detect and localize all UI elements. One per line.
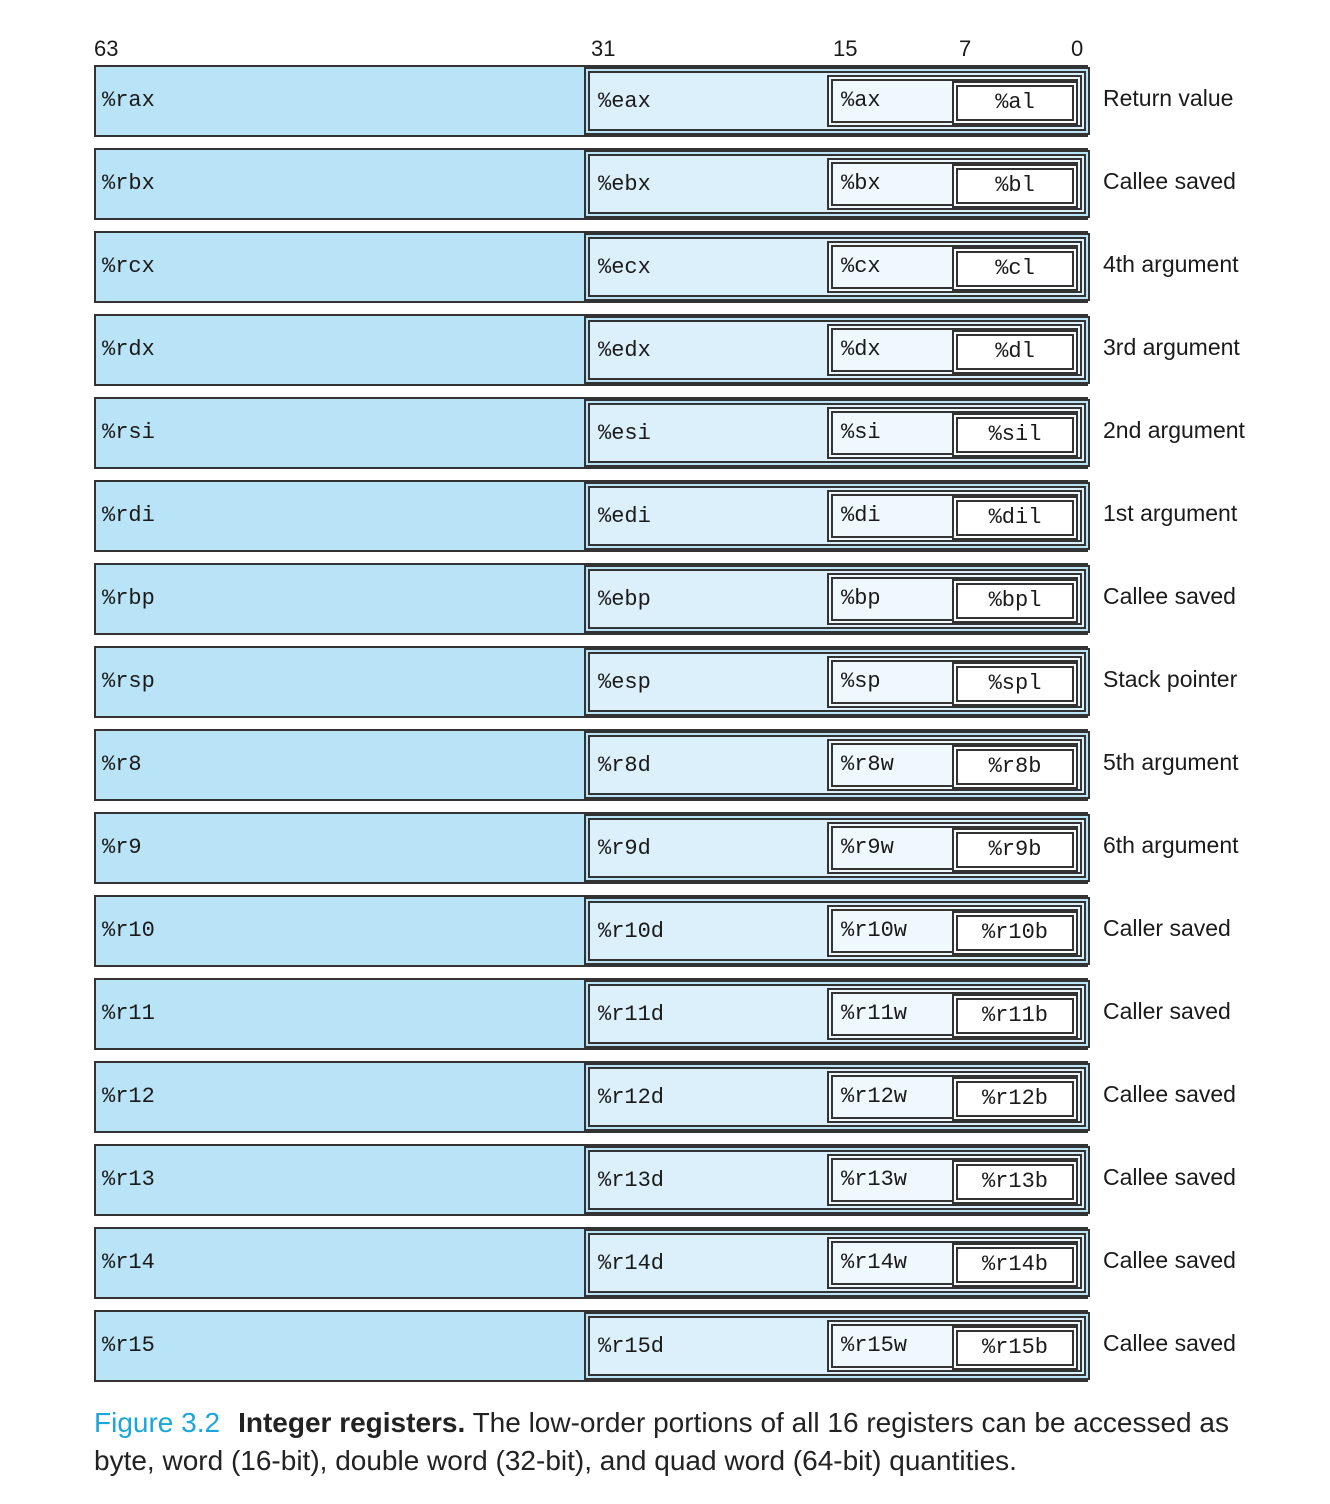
- register-usage: Callee saved: [1103, 1330, 1236, 1356]
- double-word-label: %esp: [598, 670, 651, 695]
- quad-word-label: %rcx: [102, 254, 155, 279]
- register-row: [0, 1144, 1330, 1216]
- bit-label-0: 0: [1071, 36, 1084, 61]
- byte-label: %r10b: [981, 920, 1048, 945]
- byte-label: %sil: [988, 422, 1042, 447]
- quad-word-register: [94, 646, 1088, 718]
- word-register: [831, 162, 1078, 206]
- register-usage: 6th argument: [1103, 832, 1239, 858]
- double-word-register: [588, 1067, 1086, 1127]
- register-row: [0, 646, 1330, 718]
- byte-label: %r9b: [988, 837, 1042, 862]
- register-usage: Callee saved: [1103, 1164, 1236, 1190]
- word-label: %bx: [841, 171, 881, 196]
- quad-word-label: %r10: [102, 918, 155, 943]
- double-word-register: [588, 818, 1086, 878]
- byte-register: [956, 500, 1074, 536]
- byte-label: %cl: [995, 256, 1035, 281]
- byte-register: [956, 334, 1074, 370]
- byte-register: [956, 583, 1074, 619]
- byte-label: %r8b: [988, 754, 1042, 779]
- word-label: %r13w: [841, 1167, 908, 1192]
- word-register: [831, 411, 1078, 455]
- double-word-label: %r15d: [598, 1334, 665, 1359]
- register-usage: Callee saved: [1103, 1247, 1236, 1273]
- figure-caption: [94, 1404, 1294, 1480]
- word-label: %r14w: [841, 1250, 908, 1275]
- quad-word-label: %r8: [102, 752, 142, 777]
- quad-word-label: %rdx: [102, 337, 155, 362]
- register-row: [0, 314, 1330, 386]
- quad-word-label: %rdi: [102, 503, 155, 528]
- byte-label: %al: [995, 90, 1035, 115]
- bit-label-63: 63: [94, 36, 119, 61]
- register-row: [0, 480, 1330, 552]
- register-usage: 3rd argument: [1103, 334, 1240, 360]
- register-row: [0, 729, 1330, 801]
- quad-word-register: [94, 978, 1088, 1050]
- word-label: %r11w: [841, 1001, 908, 1026]
- word-label: %ax: [841, 88, 881, 113]
- register-usage: Callee saved: [1103, 583, 1236, 609]
- register-row: [0, 1061, 1330, 1133]
- quad-word-register: [94, 895, 1088, 967]
- double-word-register: [588, 71, 1086, 131]
- byte-register: [956, 998, 1074, 1034]
- register-row: [0, 397, 1330, 469]
- quad-word-register: [94, 1144, 1088, 1216]
- double-word-label: %esi: [598, 421, 651, 446]
- byte-label: %dil: [988, 505, 1042, 530]
- double-word-label: %ebp: [598, 587, 651, 612]
- quad-word-register: [94, 729, 1088, 801]
- word-label: %cx: [841, 254, 881, 279]
- bit-label-7: 7: [959, 36, 972, 61]
- register-row: [0, 812, 1330, 884]
- double-word-label: %r9d: [598, 836, 651, 861]
- register-usage: 5th argument: [1103, 749, 1239, 775]
- byte-register: [956, 1247, 1074, 1283]
- register-row: [0, 563, 1330, 635]
- word-label: %si: [841, 420, 881, 445]
- quad-word-register: [94, 231, 1088, 303]
- register-row: [0, 148, 1330, 220]
- byte-register: [956, 1164, 1074, 1200]
- quad-word-register: [94, 65, 1088, 137]
- figure-number: Figure 3.2: [94, 1407, 221, 1438]
- word-register: [831, 992, 1078, 1036]
- bit-label-15: 15: [833, 36, 858, 61]
- word-register: [831, 328, 1078, 372]
- register-usage: 1st argument: [1103, 500, 1238, 526]
- register-row: [0, 978, 1330, 1050]
- word-register: [831, 1324, 1078, 1368]
- bit-label-31: 31: [591, 36, 616, 61]
- double-word-label: %ecx: [598, 255, 651, 280]
- quad-word-register: [94, 1310, 1088, 1382]
- word-label: %bp: [841, 586, 881, 611]
- quad-word-register: [94, 148, 1088, 220]
- quad-word-register: [94, 480, 1088, 552]
- double-word-label: %edx: [598, 338, 651, 363]
- word-label: %r12w: [841, 1084, 908, 1109]
- double-word-register: [588, 901, 1086, 961]
- byte-label: %r13b: [981, 1169, 1048, 1194]
- double-word-register: [588, 1233, 1086, 1293]
- register-row: [0, 65, 1330, 137]
- quad-word-label: %r14: [102, 1250, 155, 1275]
- quad-word-label: %r13: [102, 1167, 155, 1192]
- figure-caption-text: The low-order portions of all 16 registers can be accessed as byte, word (16-bit), double word (32-bit), and quad word (64-bit) quantities.: [94, 1407, 1229, 1476]
- byte-label: %bpl: [988, 588, 1042, 613]
- byte-label: %dl: [995, 339, 1035, 364]
- byte-register: [956, 417, 1074, 453]
- double-word-label: %ebx: [598, 172, 651, 197]
- register-row: [0, 895, 1330, 967]
- word-label: %r9w: [841, 835, 894, 860]
- byte-register: [956, 832, 1074, 868]
- double-word-register: [588, 984, 1086, 1044]
- word-label: %r8w: [841, 752, 894, 777]
- register-usage: Callee saved: [1103, 1081, 1236, 1107]
- word-label: %di: [841, 503, 881, 528]
- register-usage: Stack pointer: [1103, 666, 1238, 692]
- double-word-register: [588, 652, 1086, 712]
- register-usage: Callee saved: [1103, 168, 1236, 194]
- quad-word-register: [94, 1061, 1088, 1133]
- bit-position-scale: [0, 36, 1330, 64]
- double-word-register: [588, 237, 1086, 297]
- double-word-label: %eax: [598, 89, 651, 114]
- register-usage: Caller saved: [1103, 915, 1231, 941]
- word-register: [831, 79, 1078, 123]
- double-word-label: %r11d: [598, 1002, 665, 1027]
- quad-word-label: %rsp: [102, 669, 155, 694]
- byte-label: %r14b: [981, 1252, 1048, 1277]
- double-word-label: %r10d: [598, 919, 665, 944]
- register-row: [0, 1310, 1330, 1382]
- word-label: %dx: [841, 337, 881, 362]
- word-register: [831, 494, 1078, 538]
- quad-word-register: [94, 397, 1088, 469]
- quad-word-label: %rbp: [102, 586, 155, 611]
- quad-word-label: %r15: [102, 1333, 155, 1358]
- quad-word-label: %r9: [102, 835, 142, 860]
- byte-label: %r12b: [981, 1086, 1048, 1111]
- quad-word-label: %rbx: [102, 171, 155, 196]
- word-register: [831, 245, 1078, 289]
- word-label: %sp: [841, 669, 881, 694]
- byte-register: [956, 251, 1074, 287]
- byte-register: [956, 749, 1074, 785]
- double-word-register: [588, 320, 1086, 380]
- byte-label: %bl: [995, 173, 1035, 198]
- quad-word-label: %rax: [102, 88, 155, 113]
- register-usage: 4th argument: [1103, 251, 1239, 277]
- quad-word-register: [94, 812, 1088, 884]
- register-row: [0, 1227, 1330, 1299]
- word-register: [831, 1158, 1078, 1202]
- quad-word-register: [94, 314, 1088, 386]
- quad-word-label: %rsi: [102, 420, 155, 445]
- double-word-label: %r12d: [598, 1085, 665, 1110]
- byte-label: %r11b: [981, 1003, 1048, 1028]
- double-word-register: [588, 1316, 1086, 1376]
- word-register: [831, 826, 1078, 870]
- byte-register: [956, 85, 1074, 121]
- word-register: [831, 909, 1078, 953]
- byte-register: [956, 1081, 1074, 1117]
- double-word-register: [588, 154, 1086, 214]
- register-usage: 2nd argument: [1103, 417, 1245, 443]
- byte-register: [956, 915, 1074, 951]
- register-usage: Caller saved: [1103, 998, 1231, 1024]
- double-word-label: %edi: [598, 504, 651, 529]
- quad-word-register: [94, 563, 1088, 635]
- word-register: [831, 577, 1078, 621]
- double-word-register: [588, 735, 1086, 795]
- quad-word-register: [94, 1227, 1088, 1299]
- word-register: [831, 743, 1078, 787]
- double-word-register: [588, 569, 1086, 629]
- double-word-label: %r14d: [598, 1251, 665, 1276]
- register-row: [0, 231, 1330, 303]
- double-word-register: [588, 486, 1086, 546]
- double-word-label: %r13d: [598, 1168, 665, 1193]
- byte-label: %spl: [988, 671, 1042, 696]
- word-register: [831, 1075, 1078, 1119]
- figure-title: Integer registers.: [238, 1407, 466, 1438]
- quad-word-label: %r11: [102, 1001, 155, 1026]
- byte-register: [956, 666, 1074, 702]
- byte-label: %r15b: [981, 1335, 1048, 1360]
- word-register: [831, 660, 1078, 704]
- word-label: %r10w: [841, 918, 908, 943]
- byte-register: [956, 168, 1074, 204]
- quad-word-label: %r12: [102, 1084, 155, 1109]
- byte-register: [956, 1330, 1074, 1366]
- double-word-label: %r8d: [598, 753, 651, 778]
- word-register: [831, 1241, 1078, 1285]
- word-label: %r15w: [841, 1333, 908, 1358]
- register-usage: Return value: [1103, 85, 1234, 111]
- double-word-register: [588, 403, 1086, 463]
- double-word-register: [588, 1150, 1086, 1210]
